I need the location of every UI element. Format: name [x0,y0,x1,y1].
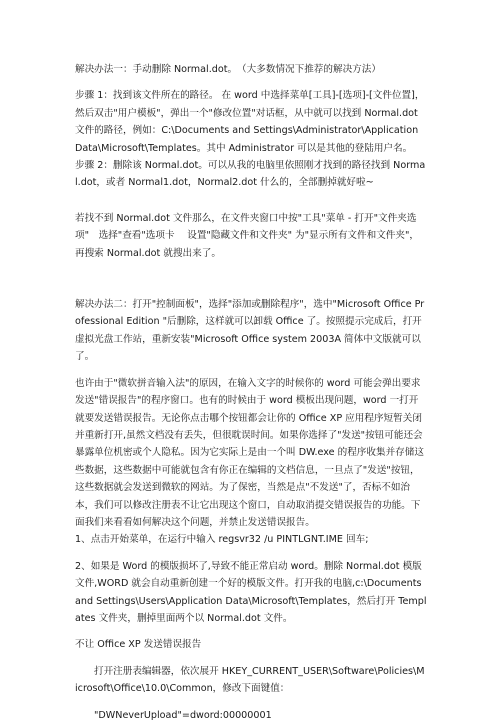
method-one-step-1: 步骤 1：找到该文件所在的路径。 在 word 中选择菜单[工具]-[选项]-[文件位置]，然后双击"用户模板"，弹出一个"修改位置"对话框，从中就可以找到 Normal.dot 文件的路径，例如：C:\Documents and Settings\Administrator\Application Data\Microsoft\Templates。其中 Administrator 可以是其他的登陆用户名。 [75,90,425,154]
method-two-body: 也许由于"微软拼音输入法"的原因，在输入文字的时候你的 word 可能会弹出要求发送"错误报告"的程序窗口。也有的时候由于 word 模板出现问题，word 一打开就要发送错误报告。无论你点击哪个按钮都会让你的 Office XP 应用程序短暂关闭并重新打开,虽然文档没有丢失，但很耽误时间。如果你选择了"发送"按钮可能还会暴露单位机密或个人隐私。因为它实际上是由一个叫 DW.exe 的程序收集并存储这些数据，这些数据中可能就包含有你正在编辑的文档信息，一旦点了"发送"按钮，这些数据就会发送到微软的网站。为了保密，当然是点"不发送"了，否标不如治本，我们可以修改注册表不让它出现这个窗口，自动取消提交错误报告的功能。下面我们来看看如何解决这个问题，并禁止发送错误报告。 [75,377,424,528]
method-two-step-1: 1、点击开始菜单，在运行中输入 regsvr32 /u PINTLGNT.IME 回车; [75,534,369,546]
method-one-heading: 解决办法一：手动删除 Normal.dot。 （大多数情况下推荐的解决方法） [75,64,381,75]
method-one-note: 若找不到 Normal.dot 文件那么，在文件夹窗口中按"工具"菜单 - 打开"文件夹选项" 选择"查看"选项卡 设置"隐藏文件和文件夹" 为"显示所有文件和文件夹"，再搜索 Normal.dot 就搜出来了。 [75,212,419,259]
method-two-step-2: 2、如果是 Word 的模版损坏了,导致不能正常启动 word。删除 Normal.dot 模版文件,WORD 就会自动重新创建一个好的模版文件。打开我的电脑,c:\Documents and Settings\Users\Application Data\Microsoft\Templates，然后打开 Templates 文件夹，删掉里面两个以 Normal.dot 文件。 [75,560,427,624]
registry-value-code: "DWNeverUpload"=dword:00000001 [94,709,272,721]
method-one-step-2: 步骤 2：删除该 Normal.dot。可以从我的电脑里依照刚才找到的路径找到 Normal.dot，或者 Normal1.dot，Normal2.dot 什么的，全部删掉就好啦~ [75,160,426,189]
method-three-body: 打开注册表编辑器，依次展开 HKEY_CURRENT_USER\Software\Policies\Microsoft\Office\10.0\Common，修改下面键值： [75,665,425,695]
document-page [75,61,427,724]
method-two-heading: 解决办法二：打开"控制面板"，选择"添加或删除程序"，选中"Microsoft Office Professional Edition "后删除，这样就可以卸载 Office 了。按照提示完成后，打开虚拟光盘工作站，重新安装"Microsoft Office system 2003A 简体中文版就可以了。 [75,299,425,363]
method-three-heading: 不让 Office XP 发送错误报告 [75,639,202,651]
